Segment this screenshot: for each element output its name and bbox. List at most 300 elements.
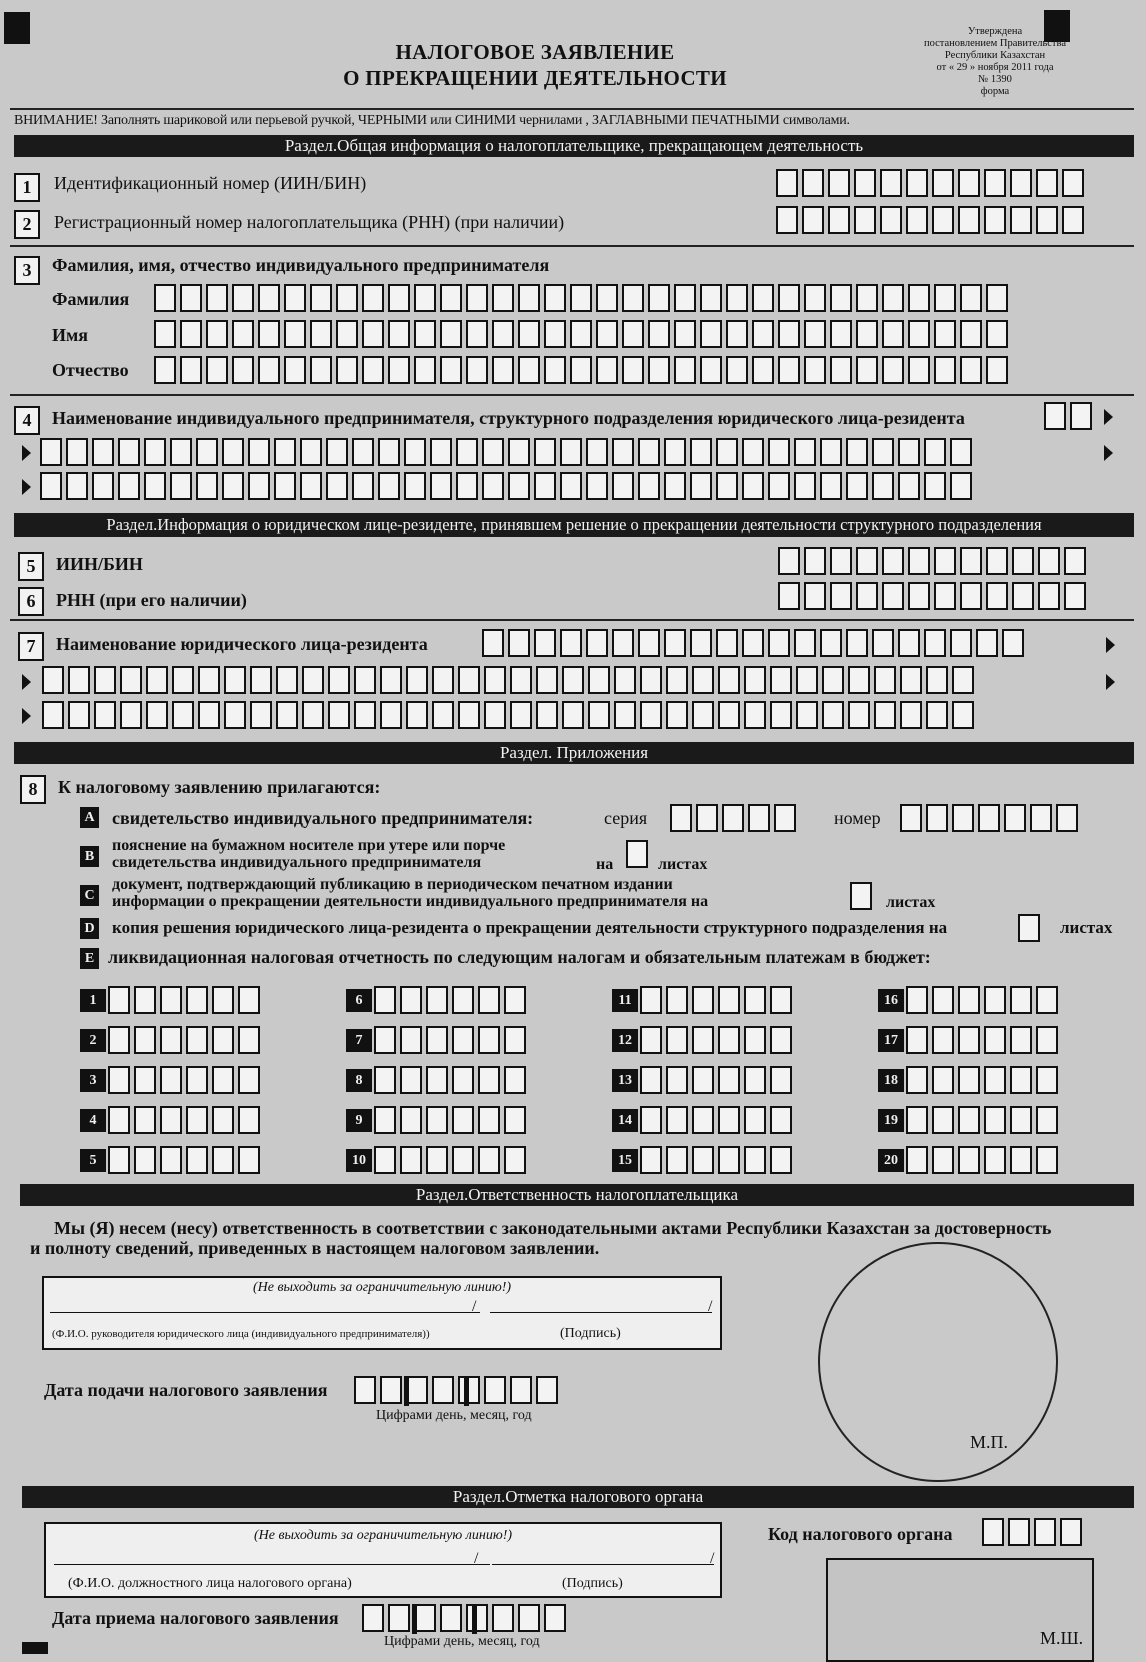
char-cell[interactable] xyxy=(94,666,116,694)
char-cell[interactable] xyxy=(478,1146,500,1174)
char-cell[interactable] xyxy=(614,701,636,729)
char-cell[interactable] xyxy=(640,1026,662,1054)
char-cell[interactable] xyxy=(700,356,722,384)
char-cell[interactable] xyxy=(856,582,878,610)
char-cell[interactable] xyxy=(718,701,740,729)
char-cell[interactable] xyxy=(1010,1106,1032,1134)
char-cell[interactable] xyxy=(960,547,982,575)
char-cell[interactable] xyxy=(1064,547,1086,575)
char-cell[interactable] xyxy=(1036,1146,1058,1174)
char-cell[interactable] xyxy=(820,629,842,657)
char-cell[interactable] xyxy=(666,986,688,1014)
char-cell[interactable] xyxy=(222,438,244,466)
char-cell[interactable] xyxy=(770,1106,792,1134)
char-cell[interactable] xyxy=(1036,206,1058,234)
char-cell[interactable] xyxy=(742,629,764,657)
char-cell[interactable] xyxy=(212,1066,234,1094)
char-cell[interactable] xyxy=(1036,1026,1058,1054)
char-cell[interactable] xyxy=(482,629,504,657)
char-cell[interactable] xyxy=(726,320,748,348)
char-cell[interactable] xyxy=(440,1604,462,1632)
char-cell[interactable] xyxy=(958,1146,980,1174)
char-cell[interactable] xyxy=(692,666,714,694)
char-cell[interactable] xyxy=(898,438,920,466)
char-cell[interactable] xyxy=(726,284,748,312)
char-cell[interactable] xyxy=(690,629,712,657)
char-cell[interactable] xyxy=(588,666,610,694)
char-cell[interactable] xyxy=(666,701,688,729)
char-cell[interactable] xyxy=(328,666,350,694)
char-cell[interactable] xyxy=(134,986,156,1014)
char-cell[interactable] xyxy=(722,804,744,832)
char-cell[interactable] xyxy=(212,1106,234,1134)
char-cell[interactable] xyxy=(406,701,428,729)
char-cell[interactable] xyxy=(378,472,400,500)
char-cell[interactable] xyxy=(478,1066,500,1094)
char-cell[interactable] xyxy=(380,701,402,729)
char-cell[interactable] xyxy=(700,284,722,312)
char-cell[interactable] xyxy=(744,701,766,729)
char-cell[interactable] xyxy=(508,472,530,500)
char-cell[interactable] xyxy=(328,701,350,729)
char-cell[interactable] xyxy=(768,472,790,500)
char-cell[interactable] xyxy=(674,320,696,348)
char-cell[interactable] xyxy=(984,169,1006,197)
char-cell[interactable] xyxy=(626,840,648,868)
char-cell[interactable] xyxy=(612,472,634,500)
char-cell[interactable] xyxy=(880,169,902,197)
char-cell[interactable] xyxy=(744,1026,766,1054)
char-cell[interactable] xyxy=(238,1106,260,1134)
char-cell[interactable] xyxy=(42,666,64,694)
char-cell[interactable] xyxy=(744,666,766,694)
char-cell[interactable] xyxy=(898,629,920,657)
char-cell[interactable] xyxy=(560,438,582,466)
char-cell[interactable] xyxy=(648,284,670,312)
char-cell[interactable] xyxy=(926,804,948,832)
char-cell[interactable] xyxy=(326,472,348,500)
char-cell[interactable] xyxy=(154,320,176,348)
char-cell[interactable] xyxy=(120,666,142,694)
char-cell[interactable] xyxy=(898,472,920,500)
char-cell[interactable] xyxy=(718,986,740,1014)
char-cell[interactable] xyxy=(586,629,608,657)
char-cell[interactable] xyxy=(302,701,324,729)
char-cell[interactable] xyxy=(400,1146,422,1174)
char-cell[interactable] xyxy=(1002,629,1024,657)
char-cell[interactable] xyxy=(1062,169,1084,197)
char-cell[interactable] xyxy=(426,986,448,1014)
char-cell[interactable] xyxy=(822,666,844,694)
char-cell[interactable] xyxy=(108,986,130,1014)
char-cell[interactable] xyxy=(336,320,358,348)
char-cell[interactable] xyxy=(284,356,306,384)
char-cell[interactable] xyxy=(796,701,818,729)
char-cell[interactable] xyxy=(380,666,402,694)
char-cell[interactable] xyxy=(196,438,218,466)
char-cell[interactable] xyxy=(302,666,324,694)
char-cell[interactable] xyxy=(804,320,826,348)
char-cell[interactable] xyxy=(414,356,436,384)
char-cell[interactable] xyxy=(906,1106,928,1134)
char-cell[interactable] xyxy=(536,1376,558,1404)
char-cell[interactable] xyxy=(960,356,982,384)
char-cell[interactable] xyxy=(212,1026,234,1054)
char-cell[interactable] xyxy=(206,284,228,312)
char-cell[interactable] xyxy=(726,356,748,384)
char-cell[interactable] xyxy=(180,320,202,348)
char-cell[interactable] xyxy=(718,1106,740,1134)
char-cell[interactable] xyxy=(960,582,982,610)
char-cell[interactable] xyxy=(238,1146,260,1174)
char-cell[interactable] xyxy=(718,1026,740,1054)
char-cell[interactable] xyxy=(518,284,540,312)
char-cell[interactable] xyxy=(404,472,426,500)
char-cell[interactable] xyxy=(388,320,410,348)
char-cell[interactable] xyxy=(196,472,218,500)
char-cell[interactable] xyxy=(466,320,488,348)
char-cell[interactable] xyxy=(774,804,796,832)
char-cell[interactable] xyxy=(170,438,192,466)
char-cell[interactable] xyxy=(984,1066,1006,1094)
char-cell[interactable] xyxy=(484,1376,506,1404)
char-cell[interactable] xyxy=(66,438,88,466)
char-cell[interactable] xyxy=(768,438,790,466)
char-cell[interactable] xyxy=(430,472,452,500)
char-cell[interactable] xyxy=(614,666,636,694)
char-cell[interactable] xyxy=(1010,1066,1032,1094)
char-cell[interactable] xyxy=(932,206,954,234)
char-cell[interactable] xyxy=(926,666,948,694)
char-cell[interactable] xyxy=(986,582,1008,610)
char-cell[interactable] xyxy=(362,356,384,384)
char-cell[interactable] xyxy=(380,1376,402,1404)
char-cell[interactable] xyxy=(504,1106,526,1134)
char-cell[interactable] xyxy=(716,629,738,657)
char-cell[interactable] xyxy=(374,1146,396,1174)
char-cell[interactable] xyxy=(794,472,816,500)
char-cell[interactable] xyxy=(432,666,454,694)
char-cell[interactable] xyxy=(976,629,998,657)
char-cell[interactable] xyxy=(692,1026,714,1054)
char-cell[interactable] xyxy=(414,284,436,312)
char-cell[interactable] xyxy=(560,629,582,657)
char-cell[interactable] xyxy=(932,169,954,197)
char-cell[interactable] xyxy=(752,356,774,384)
char-cell[interactable] xyxy=(492,356,514,384)
char-cell[interactable] xyxy=(300,438,322,466)
char-cell[interactable] xyxy=(284,320,306,348)
char-cell[interactable] xyxy=(768,629,790,657)
char-cell[interactable] xyxy=(172,701,194,729)
char-cell[interactable] xyxy=(666,1106,688,1134)
char-cell[interactable] xyxy=(794,629,816,657)
char-cell[interactable] xyxy=(796,666,818,694)
char-cell[interactable] xyxy=(388,284,410,312)
char-cell[interactable] xyxy=(336,284,358,312)
char-cell[interactable] xyxy=(848,666,870,694)
char-cell[interactable] xyxy=(212,1146,234,1174)
char-cell[interactable] xyxy=(666,1146,688,1174)
char-cell[interactable] xyxy=(718,1066,740,1094)
char-cell[interactable] xyxy=(504,986,526,1014)
char-cell[interactable] xyxy=(276,666,298,694)
char-cell[interactable] xyxy=(544,356,566,384)
char-cell[interactable] xyxy=(160,1066,182,1094)
char-cell[interactable] xyxy=(310,356,332,384)
char-cell[interactable] xyxy=(432,1376,454,1404)
char-cell[interactable] xyxy=(172,666,194,694)
char-cell[interactable] xyxy=(352,472,374,500)
char-cell[interactable] xyxy=(160,1026,182,1054)
char-cell[interactable] xyxy=(1010,986,1032,1014)
char-cell[interactable] xyxy=(40,472,62,500)
char-cell[interactable] xyxy=(258,284,280,312)
char-cell[interactable] xyxy=(492,1604,514,1632)
char-cell[interactable] xyxy=(856,356,878,384)
char-cell[interactable] xyxy=(778,320,800,348)
char-cell[interactable] xyxy=(690,438,712,466)
char-cell[interactable] xyxy=(458,666,480,694)
char-cell[interactable] xyxy=(232,284,254,312)
char-cell[interactable] xyxy=(906,1066,928,1094)
char-cell[interactable] xyxy=(374,1066,396,1094)
char-cell[interactable] xyxy=(504,1026,526,1054)
char-cell[interactable] xyxy=(518,356,540,384)
char-cell[interactable] xyxy=(906,169,928,197)
char-cell[interactable] xyxy=(1018,914,1040,942)
char-cell[interactable] xyxy=(1038,582,1060,610)
char-cell[interactable] xyxy=(134,1066,156,1094)
char-cell[interactable] xyxy=(484,701,506,729)
char-cell[interactable] xyxy=(586,472,608,500)
char-cell[interactable] xyxy=(908,582,930,610)
char-cell[interactable] xyxy=(1036,1066,1058,1094)
char-cell[interactable] xyxy=(1036,1106,1058,1134)
char-cell[interactable] xyxy=(984,206,1006,234)
char-cell[interactable] xyxy=(160,1106,182,1134)
char-cell[interactable] xyxy=(186,1066,208,1094)
char-cell[interactable] xyxy=(848,701,870,729)
char-cell[interactable] xyxy=(718,1146,740,1174)
char-cell[interactable] xyxy=(170,472,192,500)
char-cell[interactable] xyxy=(544,1604,566,1632)
char-cell[interactable] xyxy=(560,472,582,500)
char-cell[interactable] xyxy=(586,438,608,466)
char-cell[interactable] xyxy=(134,1106,156,1134)
char-cell[interactable] xyxy=(934,356,956,384)
char-cell[interactable] xyxy=(406,666,428,694)
char-cell[interactable] xyxy=(354,701,376,729)
char-cell[interactable] xyxy=(692,1106,714,1134)
char-cell[interactable] xyxy=(482,472,504,500)
char-cell[interactable] xyxy=(696,804,718,832)
char-cell[interactable] xyxy=(670,804,692,832)
char-cell[interactable] xyxy=(118,472,140,500)
char-cell[interactable] xyxy=(248,438,270,466)
char-cell[interactable] xyxy=(388,356,410,384)
char-cell[interactable] xyxy=(622,284,644,312)
char-cell[interactable] xyxy=(1012,547,1034,575)
char-cell[interactable] xyxy=(924,629,946,657)
char-cell[interactable] xyxy=(830,356,852,384)
char-cell[interactable] xyxy=(692,986,714,1014)
char-cell[interactable] xyxy=(908,284,930,312)
char-cell[interactable] xyxy=(508,629,530,657)
char-cell[interactable] xyxy=(430,438,452,466)
fio-line[interactable] xyxy=(50,1312,480,1313)
char-cell[interactable] xyxy=(846,472,868,500)
char-cell[interactable] xyxy=(94,701,116,729)
char-cell[interactable] xyxy=(830,547,852,575)
char-cell[interactable] xyxy=(146,701,168,729)
char-cell[interactable] xyxy=(932,1066,954,1094)
char-cell[interactable] xyxy=(510,701,532,729)
char-cell[interactable] xyxy=(300,472,322,500)
char-cell[interactable] xyxy=(958,169,980,197)
char-cell[interactable] xyxy=(198,666,220,694)
char-cell[interactable] xyxy=(478,986,500,1014)
char-cell[interactable] xyxy=(452,1066,474,1094)
char-cell[interactable] xyxy=(882,284,904,312)
char-cell[interactable] xyxy=(238,986,260,1014)
char-cell[interactable] xyxy=(960,320,982,348)
char-cell[interactable] xyxy=(134,1026,156,1054)
char-cell[interactable] xyxy=(596,320,618,348)
char-cell[interactable] xyxy=(66,472,88,500)
char-cell[interactable] xyxy=(778,356,800,384)
char-cell[interactable] xyxy=(478,1106,500,1134)
char-cell[interactable] xyxy=(426,1146,448,1174)
char-cell[interactable] xyxy=(932,1106,954,1134)
char-cell[interactable] xyxy=(802,206,824,234)
char-cell[interactable] xyxy=(440,320,462,348)
char-cell[interactable] xyxy=(846,438,868,466)
char-cell[interactable] xyxy=(690,472,712,500)
char-cell[interactable] xyxy=(752,320,774,348)
char-cell[interactable] xyxy=(874,701,896,729)
char-cell[interactable] xyxy=(952,804,974,832)
char-cell[interactable] xyxy=(934,547,956,575)
char-cell[interactable] xyxy=(906,1146,928,1174)
char-cell[interactable] xyxy=(770,986,792,1014)
char-cell[interactable] xyxy=(872,438,894,466)
char-cell[interactable] xyxy=(846,629,868,657)
char-cell[interactable] xyxy=(508,438,530,466)
char-cell[interactable] xyxy=(748,804,770,832)
char-cell[interactable] xyxy=(404,438,426,466)
char-cell[interactable] xyxy=(906,1026,928,1054)
char-cell[interactable] xyxy=(900,804,922,832)
char-cell[interactable] xyxy=(274,472,296,500)
char-cell[interactable] xyxy=(692,1146,714,1174)
char-cell[interactable] xyxy=(986,547,1008,575)
char-cell[interactable] xyxy=(770,666,792,694)
char-cell[interactable] xyxy=(664,438,686,466)
char-cell[interactable] xyxy=(238,1026,260,1054)
char-cell[interactable] xyxy=(934,320,956,348)
char-cell[interactable] xyxy=(388,1604,410,1632)
char-cell[interactable] xyxy=(1008,1518,1030,1546)
char-cell[interactable] xyxy=(932,986,954,1014)
char-cell[interactable] xyxy=(570,356,592,384)
char-cell[interactable] xyxy=(362,1604,384,1632)
char-cell[interactable] xyxy=(440,356,462,384)
char-cell[interactable] xyxy=(640,1066,662,1094)
char-cell[interactable] xyxy=(588,701,610,729)
officer-sign-line[interactable] xyxy=(492,1564,714,1565)
char-cell[interactable] xyxy=(674,356,696,384)
char-cell[interactable] xyxy=(534,438,556,466)
char-cell[interactable] xyxy=(120,701,142,729)
char-cell[interactable] xyxy=(354,1376,376,1404)
char-cell[interactable] xyxy=(778,547,800,575)
char-cell[interactable] xyxy=(336,356,358,384)
char-cell[interactable] xyxy=(778,582,800,610)
char-cell[interactable] xyxy=(692,701,714,729)
char-cell[interactable] xyxy=(456,472,478,500)
char-cell[interactable] xyxy=(958,1026,980,1054)
char-cell[interactable] xyxy=(744,1146,766,1174)
char-cell[interactable] xyxy=(250,666,272,694)
char-cell[interactable] xyxy=(518,1604,540,1632)
char-cell[interactable] xyxy=(984,986,1006,1014)
char-cell[interactable] xyxy=(1036,986,1058,1014)
char-cell[interactable] xyxy=(958,986,980,1014)
char-cell[interactable] xyxy=(612,438,634,466)
char-cell[interactable] xyxy=(1004,804,1026,832)
char-cell[interactable] xyxy=(414,1604,436,1632)
char-cell[interactable] xyxy=(440,284,462,312)
char-cell[interactable] xyxy=(776,169,798,197)
char-cell[interactable] xyxy=(570,320,592,348)
char-cell[interactable] xyxy=(742,438,764,466)
char-cell[interactable] xyxy=(1060,1518,1082,1546)
char-cell[interactable] xyxy=(640,666,662,694)
char-cell[interactable] xyxy=(492,320,514,348)
char-cell[interactable] xyxy=(144,438,166,466)
char-cell[interactable] xyxy=(820,438,842,466)
char-cell[interactable] xyxy=(828,169,850,197)
char-cell[interactable] xyxy=(374,1026,396,1054)
char-cell[interactable] xyxy=(908,356,930,384)
char-cell[interactable] xyxy=(180,356,202,384)
char-cell[interactable] xyxy=(950,629,972,657)
sign-line[interactable] xyxy=(490,1312,712,1313)
char-cell[interactable] xyxy=(854,206,876,234)
char-cell[interactable] xyxy=(908,320,930,348)
char-cell[interactable] xyxy=(718,666,740,694)
char-cell[interactable] xyxy=(804,284,826,312)
char-cell[interactable] xyxy=(794,438,816,466)
char-cell[interactable] xyxy=(414,320,436,348)
char-cell[interactable] xyxy=(906,206,928,234)
char-cell[interactable] xyxy=(222,472,244,500)
char-cell[interactable] xyxy=(1062,206,1084,234)
char-cell[interactable] xyxy=(426,1106,448,1134)
char-cell[interactable] xyxy=(664,629,686,657)
char-cell[interactable] xyxy=(986,356,1008,384)
char-cell[interactable] xyxy=(134,1146,156,1174)
char-cell[interactable] xyxy=(374,986,396,1014)
char-cell[interactable] xyxy=(466,1604,488,1632)
char-cell[interactable] xyxy=(466,284,488,312)
char-cell[interactable] xyxy=(674,284,696,312)
char-cell[interactable] xyxy=(466,356,488,384)
char-cell[interactable] xyxy=(224,701,246,729)
char-cell[interactable] xyxy=(1038,547,1060,575)
char-cell[interactable] xyxy=(804,547,826,575)
